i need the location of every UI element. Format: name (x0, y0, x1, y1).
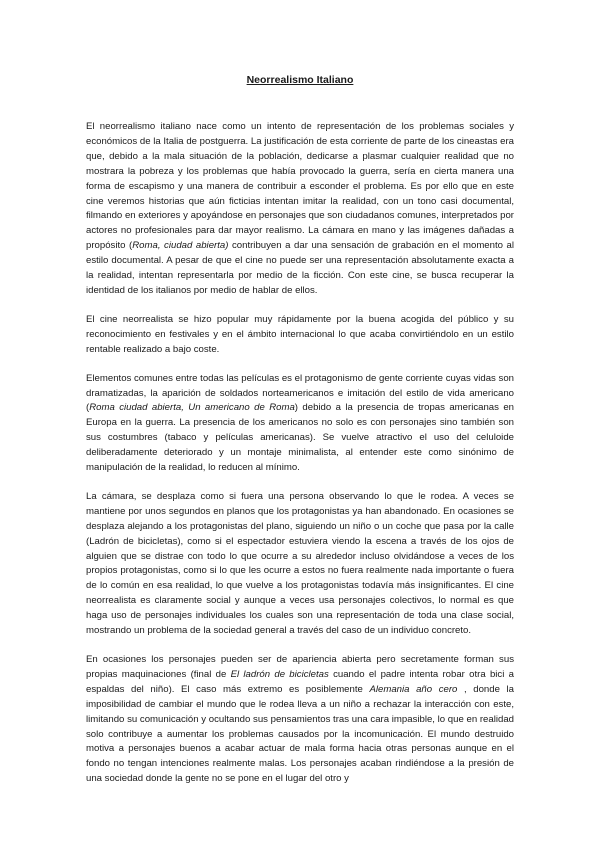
paragraph (86, 653, 514, 787)
paragraph (86, 313, 514, 358)
paragraph-text: ) debido a la presencia de tropas americanas en Europa en la guerra. La presencia de los americanos no solo es con personajes sino también son sus costumbres (tabaco y películas americanas). Se vuelve atractivo el uso del celuloide deliberadamente deteriorado y un montaje minimalista, al entender este como sinónimo de manipulación de la realidad, lo reducen al mínimo. (86, 402, 514, 474)
paragraph (86, 120, 514, 299)
paragraph (86, 372, 514, 476)
italic-text: Roma, ciudad abierta) (132, 240, 229, 252)
document-title: Neorrealismo Italiano (246, 74, 354, 86)
italic-text: Alemania año cero (369, 683, 458, 695)
italic-text: El ladrón de bicicletas (230, 668, 329, 680)
italic-text: Roma ciudad abierta, Un americano de Roma (89, 402, 295, 414)
paragraph-text: contribuyen a dar una sensación de grabación en el momento al estilo documental. A pesar de que el cine no puede ser una representación absolutamente exacta a la realidad, intentan representarla por medio de la ficción. Con este cine, se busca recuperar la identidad de los italianos por medio de hablar de ellos. (86, 240, 515, 296)
paragraph-text: En ocasiones los personajes pueden ser de apariencia abierta pero secretamente forman sus propias maquinaciones (final de (86, 654, 514, 680)
paragraph-text: Elementos comunes entre todas las películas es el protagonismo de gente corriente cuyas vidas son dramatizadas, la aparición de soldados norteamericanos e imitación del estilo de vida americano ( (86, 372, 514, 414)
paragraph-text: La cámara, se desplaza como si fuera una persona observando lo que le rodea. A veces se mantiene por unos segundos en planos que los protagonistas ya han abandonado. En ocasiones se desplaza alejando a los protagonistas del plano, siguiendo un niño o un coche que pasa por la calle (Ladrón de bicicletas), como si el espectador estuviera viendo la escena a través de los ojos de alguien que se distrae con todo lo que ocurre a su alrededor incluso olvidándose a veces de los propios protagonistas, como si lo que les ocurre a estos no fuera realmente nada importante o fuera de lo común en esa realidad, lo que vuelve a los protagonistas todavía más insignificantes. El cine neorrealista es claramente social y aunque a veces usa personajes colectivos, lo normal es que haga uso de personajes individuales los cuales son una representación de toda una clase social, mostrando un problema de la sociedad general a través del caso de un individuo concreto. (86, 490, 514, 637)
paragraph-text: , donde la imposibilidad de cambiar el mundo que le rodea lleva a un niño a rechazar la interacción con este, limitando su comunicación y ocultando sus pensamientos tras una cara impasible, lo que en realidad solo contribuye a aumentar los problemas causados por la incomunicación. El mundo destruido motiva a personajes buenos a acabar actuar de mala forma hacia otras personas aunque en el fondo no tengan intenciones realmente malas. Los personajes acaban rindiéndose a la presión de una sociedad donde la gente no se pone en el lugar del otro y (86, 683, 514, 785)
paragraph-text: cuando el padre intenta robar otra bici a espaldas del niño). El caso más extremo es posiblemente (86, 668, 514, 695)
paragraph-text: El neorrealismo italiano nace como un intento de representación de los problemas sociales y económicos de la Italia de postguerra. La justificación de esta corriente de parte de los cineastas era que, debido a la mala situación de la población, dedicarse a plasmar cualquier realidad que no mostrara la pobreza y los problemas que había provocado la guerra, sería en cierta manera una forma de escapismo y una manera de contribuir a esconder el problema. Es por ello que en este cine veremos historias que aún ficticias intentan imitar la realidad, con un tono casi documental, filmando en exteriores y apoyándose en personajes que son ciudadanos comunes, interpretados por actores no profesionales para dar mayor realismo. La cámara en mano y las imágenes dañadas a propósito ( (86, 121, 514, 252)
paragraph-text: El cine neorrealista se hizo popular muy rápidamente por la buena acogida del público y su reconocimiento en festivales y en el ámbito internacional lo que acaba convirtiéndolo en un estilo rentable realizado a bajo coste. (86, 313, 514, 355)
document-body (86, 120, 514, 787)
paragraph (86, 490, 514, 639)
